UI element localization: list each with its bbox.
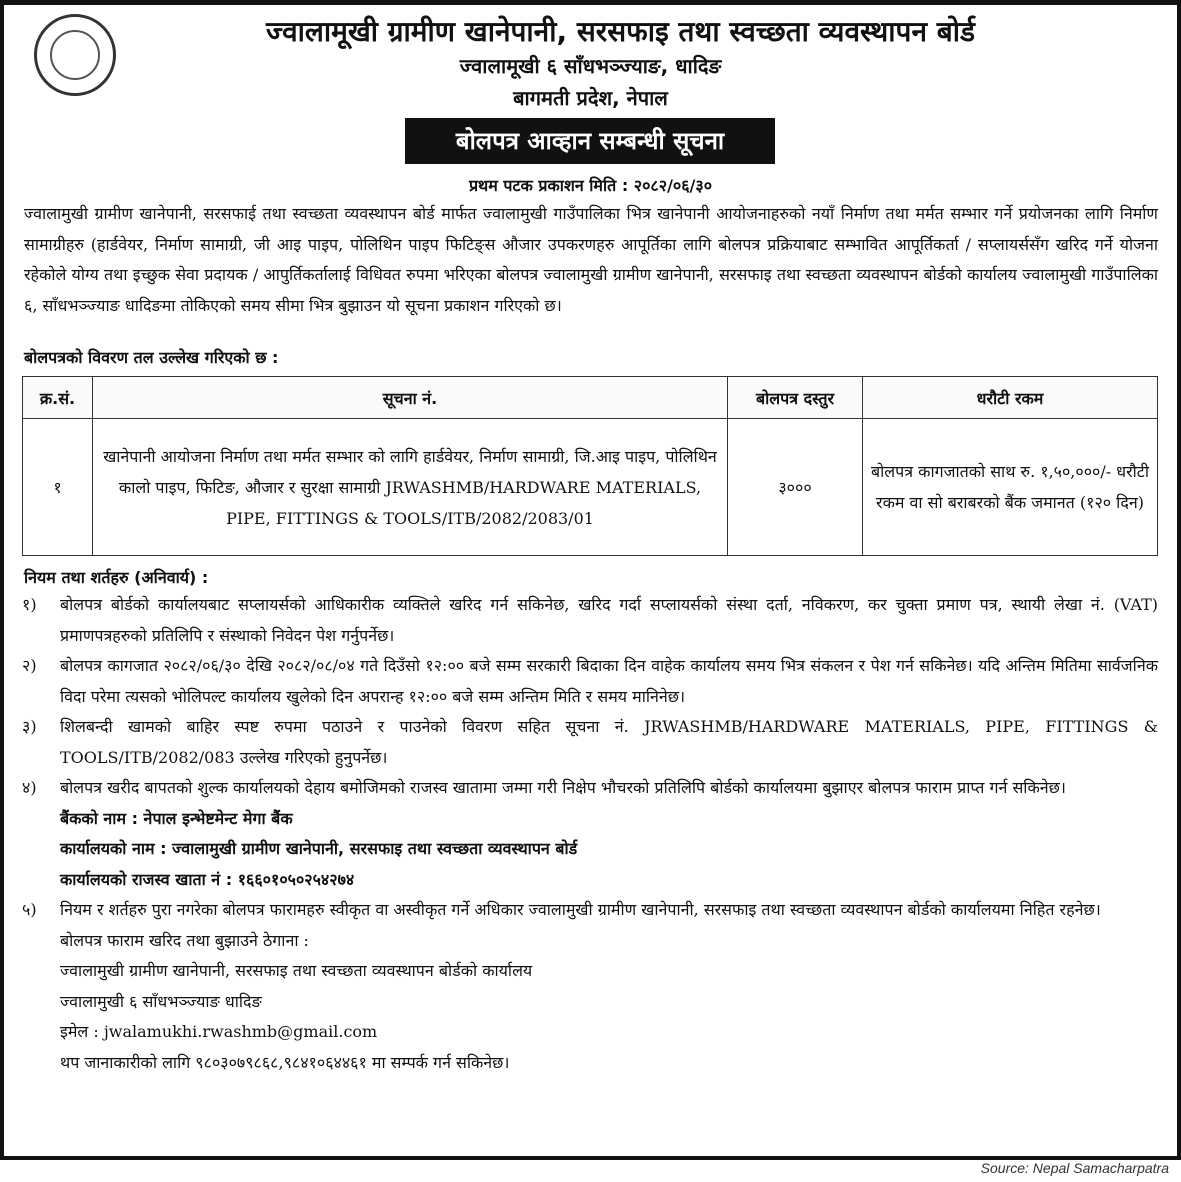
- condition-item: [22, 590, 1158, 651]
- cell-sn: १: [23, 419, 93, 556]
- condition-number: १): [22, 595, 37, 614]
- notice-banner: बोलपत्र आव्हान सम्बन्धी सूचना: [405, 118, 775, 164]
- condition-number: ५): [22, 900, 37, 919]
- phone-contact: थप जानाकारीको लागि ९८०३०७९८६८,९८४१०६४४६१ मा सम्पर्क गर्न सकिनेछ।: [60, 1052, 510, 1072]
- col-sn: क्र.सं.: [23, 377, 93, 419]
- table-header-row: [23, 377, 1158, 419]
- board-title: ज्वालामूखी ग्रामीण खानेपानी, सरसफाइ तथा स्वच्छता व्यवस्थापन बोर्ड: [266, 15, 975, 48]
- col-notice: सूचना नं.: [93, 377, 728, 419]
- condition-number: २): [22, 656, 37, 675]
- email: इमेल : jwalamukhi.rwashmb@gmail.com: [60, 1022, 378, 1041]
- condition-item: [22, 651, 1158, 712]
- source-credit: Source: Nepal Samacharpatra: [980, 1160, 1169, 1176]
- revenue-account: कार्यालयको राजस्व खाता नं : १६६०१०५०२५४२७४: [60, 869, 355, 889]
- cell-notice: खानेपानी आयोजना निर्माण तथा मर्मत सम्भार को लागि हार्डवेयर, निर्माण सामाग्री, जि.आइ पाइप, पोलिथिन कालो पाइप, फिटिङ, औजार र सुरक्षा सामाग्री JRWASHMB/HARDWARE MATERIALS, PIPE, FITTINGS & TOOLS/ITB/2082/2083/01: [93, 419, 728, 556]
- address-line-2: बागमती प्रदेश, नेपाल: [513, 86, 668, 110]
- cell-fee: ३०००: [728, 419, 863, 556]
- bank-name: बैंकको नाम : नेपाल इन्भेष्टमेन्ट मेगा बैंक: [60, 808, 293, 828]
- details-heading: बोलपत्रको विवरण तल उल्लेख गरिएको छ :: [24, 348, 279, 367]
- office-address-2: ज्वालामुखी ६ साँधभञ्ज्याङ धादिङ: [60, 991, 262, 1011]
- address-heading: बोलपत्र फाराम खरिद तथा बुझाउने ठेगाना :: [60, 930, 309, 950]
- condition-text: बोलपत्र बोर्डको कार्यालयबाट सप्लायर्सको आधिकारीक व्यक्तिले खरिद गर्न सकिनेछ, खरिद गर्दा सप्लायर्सको संस्था दर्ता, नविकरण, कर चुक्ता प्रमाण पत्र, स्थायी लेखा नं. (VAT) प्रमाणपत्रहरुको प्रतिलिपि र संस्थाको निवेदन पेश गर्नुपर्नेछ।: [60, 595, 1158, 645]
- condition-text: बोलपत्र कागजात २०८२/०६/३० देखि २०८२/०८/०४ गते दिउँसो १२:०० बजे सम्म सरकारी बिदाका दिन वाहेक कार्यालय समय भित्र संकलन र पेश गर्न सकिनेछ। यदि अन्तिम मितिमा सार्वजनिक विदा परेमा त्यसको भोलिपल्ट कार्यालय खुलेको दिन अपरान्ह १२:०० बजे सम्म अन्तिम मिति र समय मानिनेछ।: [60, 656, 1158, 706]
- office-name: कार्यालयको नाम : ज्वालामुखी ग्रामीण खानेपानी, सरसफाइ तथा स्वच्छता व्यवस्थापन बोर्ड: [60, 839, 578, 858]
- condition-item: [22, 712, 1158, 773]
- conditions-list: [22, 590, 1158, 1078]
- condition-text: बोलपत्र खरीद बापतको शुल्क कार्यालयको देहाय बमोजिमको राजस्व खातामा जम्मा गरी निक्षेप भौचरको प्रतिलिपि बोर्डको कार्यालयमा बुझाएर बोलपत्र फाराम प्राप्त गर्न सकिनेछ।: [60, 778, 1066, 797]
- condition-item: [22, 895, 1158, 926]
- conditions-heading: नियम तथा शर्तहरु (अनिवार्य) :: [24, 568, 209, 587]
- cell-deposit: बोलपत्र कागजातको साथ रु. १,५०,०००/- धरौटी रकम वा सो बराबरको बैंक जमानत (१२० दिन): [863, 419, 1158, 556]
- col-fee: बोलपत्र दस्तुर: [728, 377, 863, 419]
- col-deposit: धरौटी रकम: [863, 377, 1158, 419]
- publication-date: प्रथम पटक प्रकाशन मिति : २०८२/०६/३०: [468, 176, 713, 195]
- intro-paragraph: ज्वालामुखी ग्रामीण खानेपानी, सरसफाई तथा स्वच्छता व्यवस्थापन बोर्ड मार्फत ज्वालामुखी गाउँपालिका भित्र खानेपानी आयोजनाहरुको नयाँ निर्माण तथा मर्मत सम्भार गर्ने प्रयोजनका लागि निर्माण सामाग्रीहरु (हार्डवेयर, निर्माण सामाग्री, जी आइ पाइप, पोलिथिन पाइप फिटिङ्स औजार उपकरणहरु आपूर्तिका लागि बोलपत्र प्रक्रियाबाट सम्भावित आपूर्तिकर्ता / सप्लायर्ससँग खरिद गर्ने योजना रहेकोले योग्य तथा इच्छुक सेवा प्रदायक / आपुर्तिकर्तालाई विधिवत रुपमा भरिएका बोलपत्र ज्वालामुखी ग्रामीण खानेपानी, सरसफाइ तथा स्वच्छता व्यवस्थापन बोर्डको कार्यालय ज्वालामुखी गाउँपालिका ६, साँधभञ्ज्याङ धादिङमा तोकिएको समय सीमा भित्र बुझाउन यो सूचना प्रकाशन गरिएको छ।: [24, 204, 1158, 315]
- condition-text: नियम र शर्तहरु पुरा नगरेका बोलपत्र फारामहरु स्वीकृत वा अस्वीकृत गर्ने अधिकार ज्वालामुखी ग्रामीण खानेपानी, सरसफाइ तथा स्वच्छता व्यवस्थापन बोर्डको कार्यालयमा निहित रहनेछ।: [60, 900, 1101, 919]
- address-line-1: ज्वालामूखी ६ साँधभञ्ज्याङ, धादिङ: [459, 54, 722, 78]
- condition-item: [22, 773, 1158, 804]
- condition-number: ३): [22, 717, 37, 736]
- condition-number: ४): [22, 778, 37, 797]
- condition-text: शिलबन्दी खामको बाहिर स्पष्ट रुपमा पठाउने र पाउनेको विवरण सहित सूचना नं. JRWASHMB/HARDWARE MATERIALS, PIPE, FITTINGS & TOOLS/ITB/2082/083 उल्लेख गरिएको हुनुपर्नेछ।: [60, 717, 1158, 767]
- tender-table: [22, 376, 1158, 556]
- table-row: [23, 419, 1158, 556]
- office-address-1: ज्वालामुखी ग्रामीण खानेपानी, सरसफाइ तथा स्वच्छता व्यवस्थापन बोर्डको कार्यालय: [60, 961, 533, 980]
